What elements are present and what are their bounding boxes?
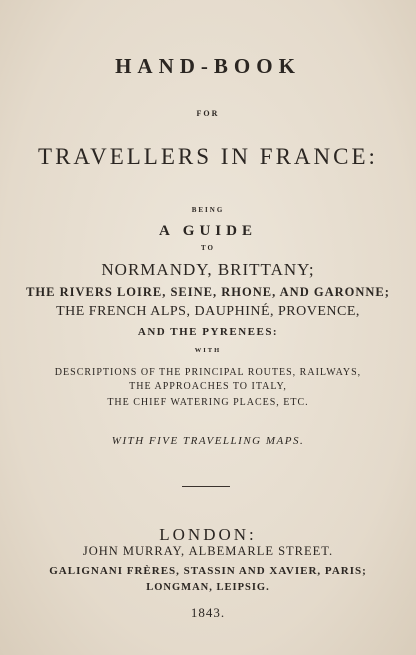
book-title: HAND-BOOK	[115, 54, 301, 78]
region-line: NORMANDY, BRITTANY;	[101, 260, 315, 279]
publisher-line: LONGMAN, LEIPSIG.	[146, 582, 270, 593]
being-label: BEING	[191, 206, 225, 214]
divider-rule	[182, 486, 230, 487]
guide-heading: A GUIDE	[159, 223, 257, 239]
imprint-city: LONDON:	[159, 525, 257, 544]
region-line: THE FRENCH ALPS, DAUPHINÉ, PROVENCE,	[56, 304, 360, 319]
description-line: THE CHIEF WATERING PLACES, ETC.	[107, 397, 309, 408]
description-line: DESCRIPTIONS OF THE PRINCIPAL ROUTES, RAILWAYS,	[54, 367, 362, 378]
with-label: WITH	[194, 347, 222, 354]
to-label: TO	[201, 244, 215, 252]
description-line: THE APPROACHES TO ITALY,	[129, 381, 287, 392]
region-line: THE RIVERS LOIRE, SEINE, RHONE, AND GARONNE;	[26, 285, 390, 299]
publisher-line: JOHN MURRAY, ALBEMARLE STREET.	[82, 544, 334, 558]
region-line: AND THE PYRENEES:	[137, 326, 279, 338]
for-label: FOR	[196, 109, 220, 118]
publisher-line: GALIGNANI FRÈRES, STASSIN AND XAVIER, PARIS;	[49, 565, 367, 577]
main-title: TRAVELLERS IN FRANCE:	[38, 144, 378, 169]
publication-year: 1843.	[190, 605, 226, 620]
maps-note: WITH FIVE TRAVELLING MAPS.	[111, 435, 305, 447]
